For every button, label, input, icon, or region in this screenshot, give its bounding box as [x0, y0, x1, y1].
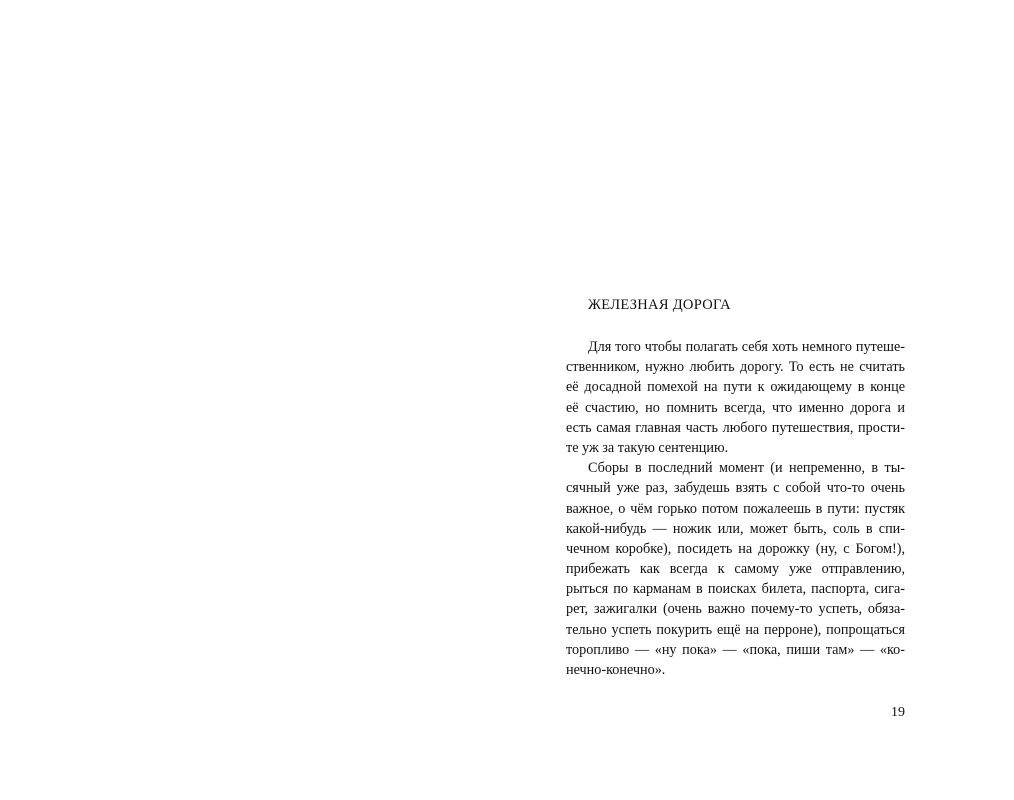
body-text [566, 337, 905, 680]
text-line: торопливо — «ну пока» — «пока, пиши там» — «ко- [566, 641, 905, 658]
text-line: Сборы в последний момент (и непременно, в ты- [588, 460, 905, 477]
right-page [507, 0, 1014, 800]
page-number: 19 [891, 705, 905, 720]
text-line: тельно успеть покурить ещё на перроне), попрощаться [566, 621, 905, 638]
text-line: чечном коробке), посидеть на дорожку (ну, с Богом!), [566, 540, 905, 557]
text-line: Для того чтобы полагать себя хоть немного путеше- [588, 339, 905, 355]
text-line: её счастию, но помнить всегда, что именно дорога и [566, 399, 905, 416]
chapter-title: ЖЕЛЕЗНАЯ ДОРОГА [588, 297, 731, 313]
text-line: рыться по карманам в поисках билета, паспорта, сига- [566, 581, 905, 598]
text-line: есть самая главная часть любого путешествия, прости- [566, 419, 905, 436]
text-line: нечно-конечно». [566, 662, 666, 678]
text-line: важное, о чём горько потом пожалеешь в пути: пустяк [566, 500, 905, 517]
text-line: ственником, нужно любить дорогу. То есть не считать [566, 359, 905, 376]
text-line: те уж за такую сентенцию. [566, 439, 729, 456]
text-line: какой-нибудь — ножик или, может быть, соль в спи- [566, 520, 905, 537]
text-line: её досадной помехой на пути к ожидающему в конце [566, 379, 905, 396]
text-line: рет, зажигалки (очень важно почему-то успеть, обяза- [566, 601, 905, 618]
text-line: сячный уже раз, забудешь взять с собой что-то очень [566, 480, 905, 497]
text-line: прибежать как всегда к самому уже отправлению, [566, 561, 905, 578]
